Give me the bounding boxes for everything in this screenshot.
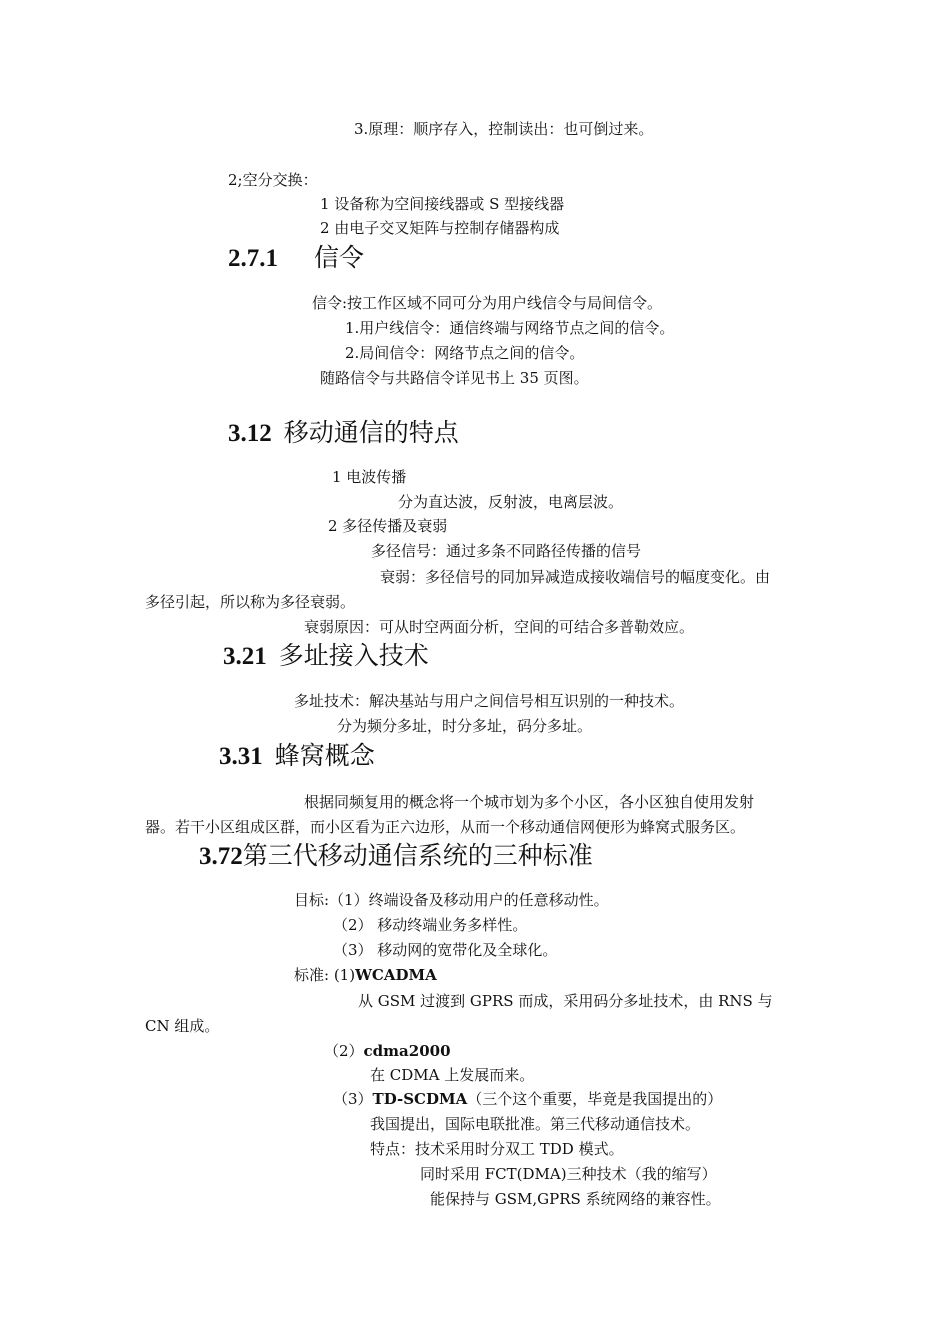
text-line: 分为频分多址，时分多址，码分多址。 xyxy=(337,717,593,735)
section-title: 蜂窝概念 xyxy=(274,741,375,770)
text-line: 多址技术：解决基站与用户之间信号相互识别的一种技术。 xyxy=(294,692,685,710)
text-line: 2 由电子交叉矩阵与控制存储器构成 xyxy=(320,219,560,237)
section-title: 多址接入技术 xyxy=(278,641,429,670)
section-number: 3.31 xyxy=(219,743,263,770)
section-heading xyxy=(199,840,593,873)
section-heading xyxy=(228,417,459,450)
text-line: 器。若干小区组成区群，而小区看为正六边形，从而一个移动通信网便形为蜂窝式服务区。 xyxy=(145,818,746,836)
section-title: 移动通信的特点 xyxy=(283,418,459,447)
text-line: 分为直达波，反射波，电离层波。 xyxy=(398,493,624,511)
text-line: （3） 移动网的宽带化及全球化。 xyxy=(333,941,558,959)
text-line: 多径信号：通过多条不同路径传播的信号 xyxy=(371,542,642,560)
section-number: 2.7.1 xyxy=(228,245,278,272)
section-number: 3.72 xyxy=(199,843,243,870)
text-line: 1 设备称为空间接线器或 S 型接线器 xyxy=(320,195,565,213)
text-line: 多径引起，所以称为多径衰弱。 xyxy=(145,593,356,611)
standard-name: cdma2000 xyxy=(363,1042,451,1060)
text-line: 同时采用 FCT(DMA)三种技术（我的缩写） xyxy=(420,1165,717,1183)
text-line: 随路信令与共路信令详见书上 35 页图。 xyxy=(320,369,589,387)
section-heading xyxy=(228,242,364,275)
text-line: 2 多径传播及衰弱 xyxy=(328,517,448,535)
section-number: 3.12 xyxy=(228,420,272,447)
text-line: 根据同频复用的概念将一个城市划为多个小区，各小区独自使用发射 xyxy=(304,793,755,811)
standard-name: WCADMA xyxy=(355,966,437,984)
text-line xyxy=(324,1041,451,1061)
text-line: 特点：技术采用时分双工 TDD 模式。 xyxy=(370,1140,624,1158)
standard-name: TD-SCDMA xyxy=(372,1090,468,1108)
text-line: 衰弱：多径信号的同加异减造成接收端信号的幅度变化。由 xyxy=(380,568,771,586)
section-title: 第三代移动通信系统的三种标准 xyxy=(242,841,593,870)
text-line: 1 电波传播 xyxy=(332,468,407,486)
section-heading xyxy=(223,640,429,673)
text-line: 2.局间信令：网络节点之间的信令。 xyxy=(345,344,585,362)
text-line: （2） 移动终端业务多样性。 xyxy=(333,916,528,934)
text-line: 3.原理：顺序存入，控制读出：也可倒过来。 xyxy=(354,120,654,138)
text-line: 目标:（1）终端设备及移动用户的任意移动性。 xyxy=(294,891,609,909)
text-line: 从 GSM 过渡到 GPRS 而成，采用码分多址技术，由 RNS 与 xyxy=(358,992,773,1010)
text-line: CN 组成。 xyxy=(145,1017,220,1035)
text-line: 信令:按工作区域不同可分为用户线信令与局间信令。 xyxy=(312,294,663,312)
text-run: 标准: (1) xyxy=(294,966,356,984)
section-heading xyxy=(219,740,375,773)
text-line: 我国提出，国际电联批准。第三代移动通信技术。 xyxy=(370,1115,701,1133)
text-line xyxy=(333,1089,722,1109)
text-line: 1.用户线信令：通信终端与网络节点之间的信令。 xyxy=(345,319,675,337)
text-line: 衰弱原因：可从时空两面分析，空间的可结合多普勒效应。 xyxy=(304,618,695,636)
text-line: 2;空分交换： xyxy=(228,171,318,189)
text-run: （三个这个重要，毕竟是我国提出的） xyxy=(467,1090,723,1108)
text-run: （2） xyxy=(324,1042,364,1060)
section-number: 3.21 xyxy=(223,643,267,670)
text-line xyxy=(294,965,437,985)
text-line: 在 CDMA 上发展而来。 xyxy=(370,1066,535,1084)
text-run: （3） xyxy=(333,1090,373,1108)
section-title: 信令 xyxy=(314,243,365,272)
text-line: 能保持与 GSM,GPRS 系统网络的兼容性。 xyxy=(430,1190,721,1208)
